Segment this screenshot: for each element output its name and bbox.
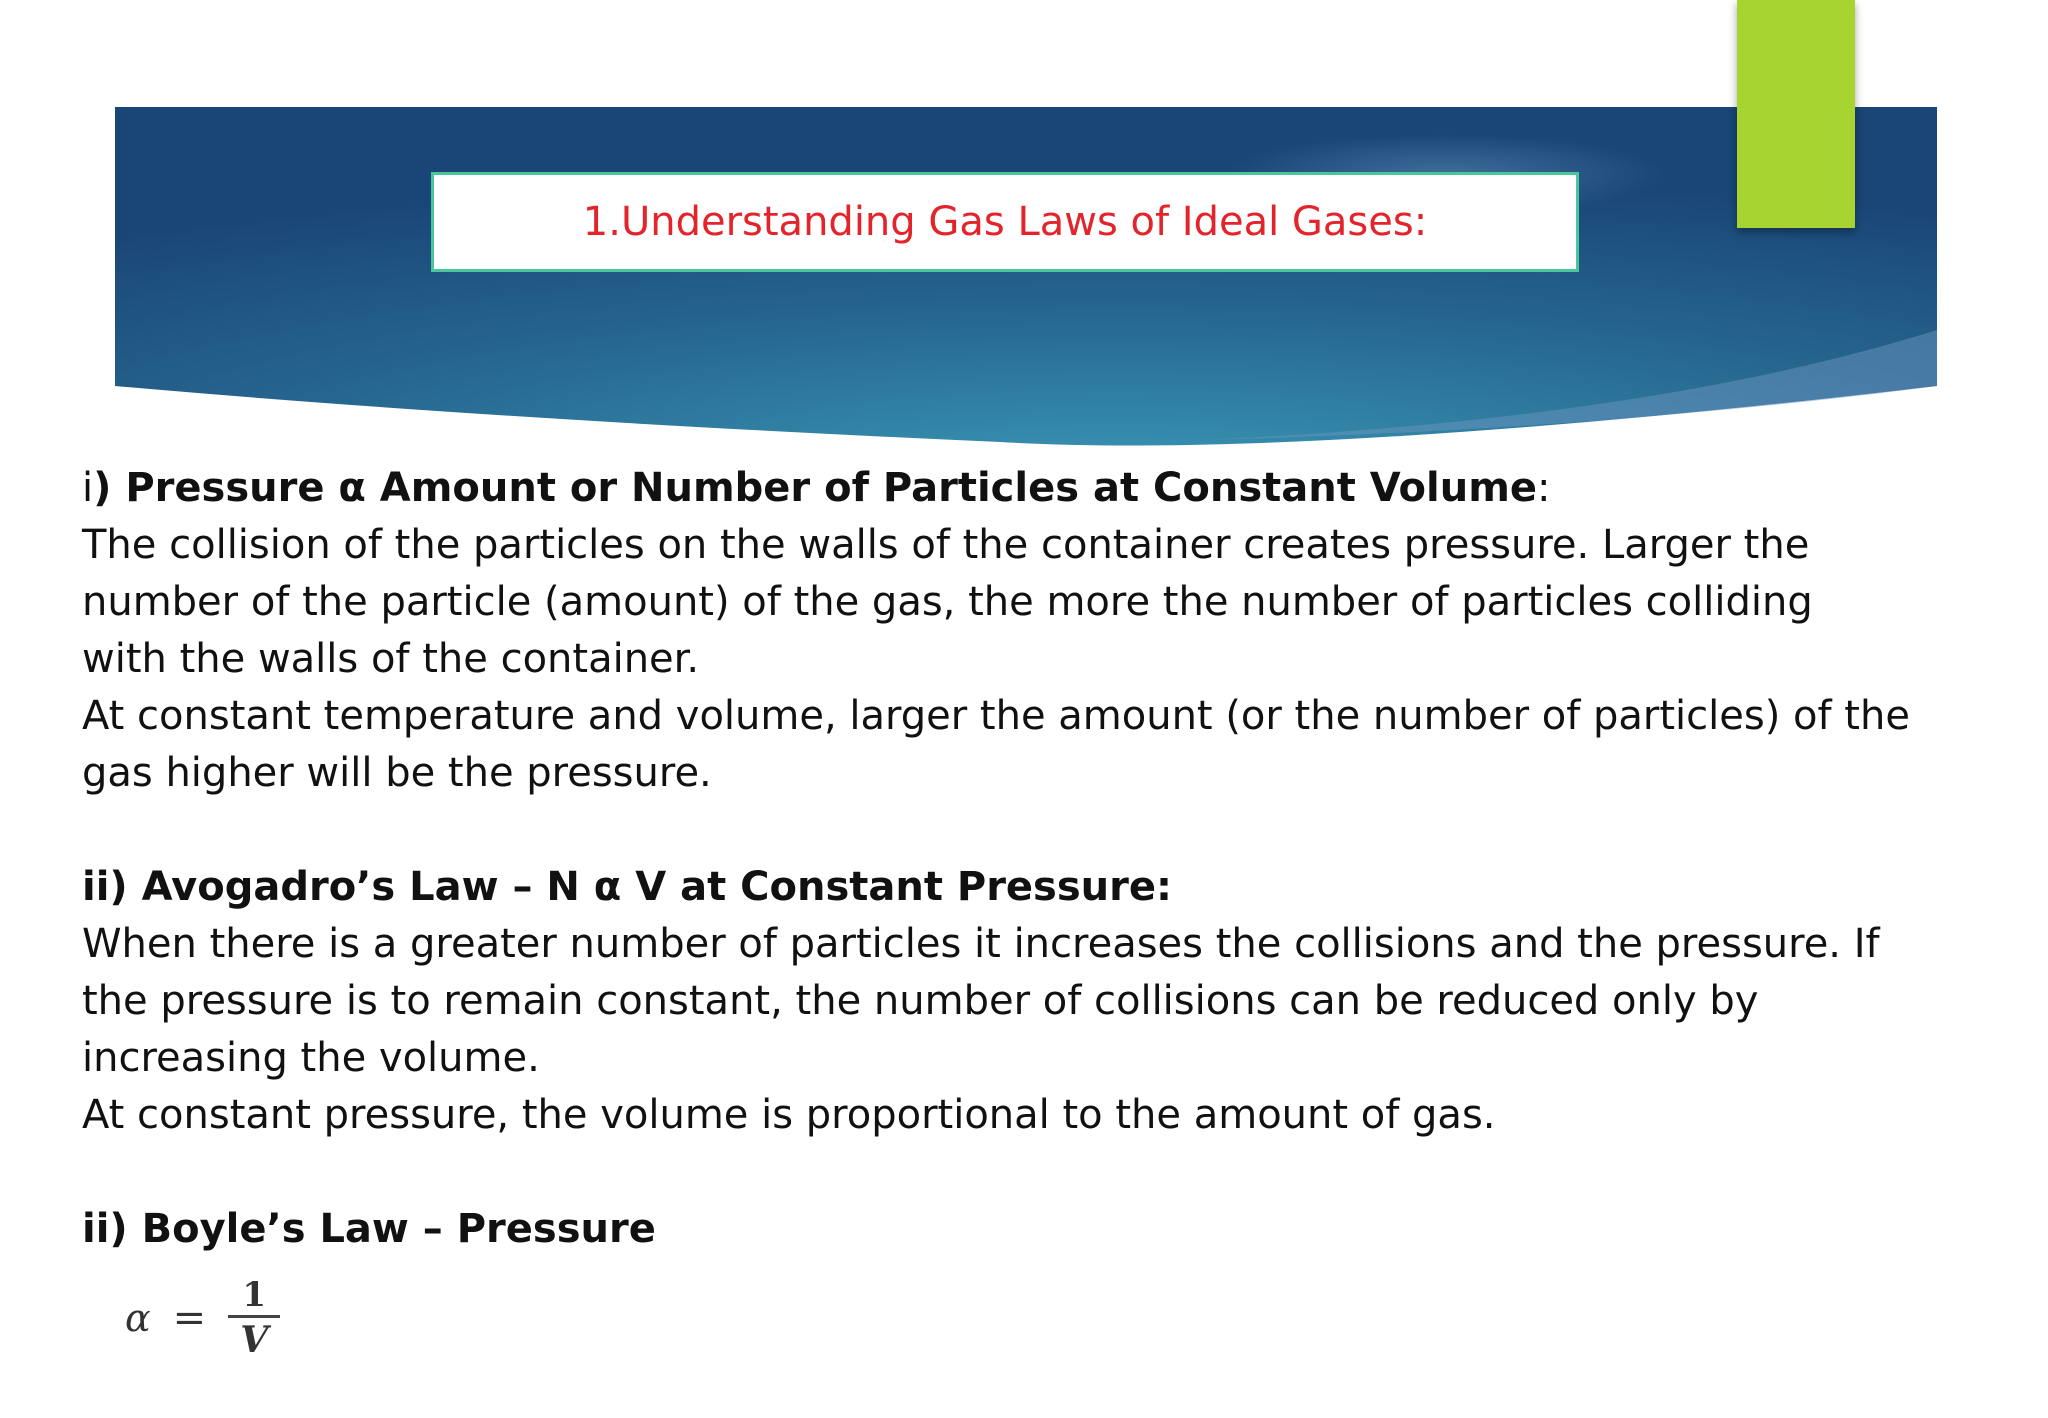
section1-heading <box>82 460 2002 517</box>
formula-lhs: α <box>125 1296 151 1340</box>
spacer <box>82 1144 2002 1201</box>
section1-heading-text: ) Pressure α Amount or Number of Particles at Constant Volume <box>93 465 1538 511</box>
boyles-law-formula <box>125 1268 280 1368</box>
formula-fraction <box>228 1275 280 1362</box>
section2-line: the pressure is to remain constant, the number of collisions can be reduced only by <box>82 978 1759 1024</box>
section1-heading-suffix: : <box>1537 465 1551 511</box>
section1-line: with the walls of the container. <box>82 636 700 682</box>
section1-heading-prefix: i <box>82 465 94 511</box>
section1-line: The collision of the particles on the walls of the container creates pressure. Larger the <box>82 522 1810 568</box>
formula-equals: = <box>172 1295 207 1341</box>
section2-line: increasing the volume. <box>82 1035 540 1081</box>
slide-body <box>82 460 2002 1258</box>
spacer <box>82 802 2002 859</box>
formula-denominator: V <box>240 1318 269 1361</box>
slide-title: 1.Understanding Gas Laws of Ideal Gases: <box>582 199 1428 245</box>
section3-heading: ii) Boyle’s Law – Pressure <box>82 1206 656 1252</box>
title-box <box>431 172 1579 272</box>
formula-numerator: 1 <box>242 1274 267 1315</box>
section2-line: At constant pressure, the volume is proportional to the amount of gas. <box>82 1092 1496 1138</box>
section1-line: gas higher will be the pressure. <box>82 750 712 796</box>
section2-line: When there is a greater number of particles it increases the collisions and the pressure. If <box>82 921 1880 967</box>
section2-heading: ii) Avogadro’s Law – N α V at Constant Pressure: <box>82 864 1172 910</box>
section1-line: number of the particle (amount) of the gas, the more the number of particles colliding <box>82 579 1813 625</box>
section1-line: At constant temperature and volume, larger the amount (or the number of particles) of the <box>82 693 1910 739</box>
accent-tab <box>1737 0 1855 228</box>
